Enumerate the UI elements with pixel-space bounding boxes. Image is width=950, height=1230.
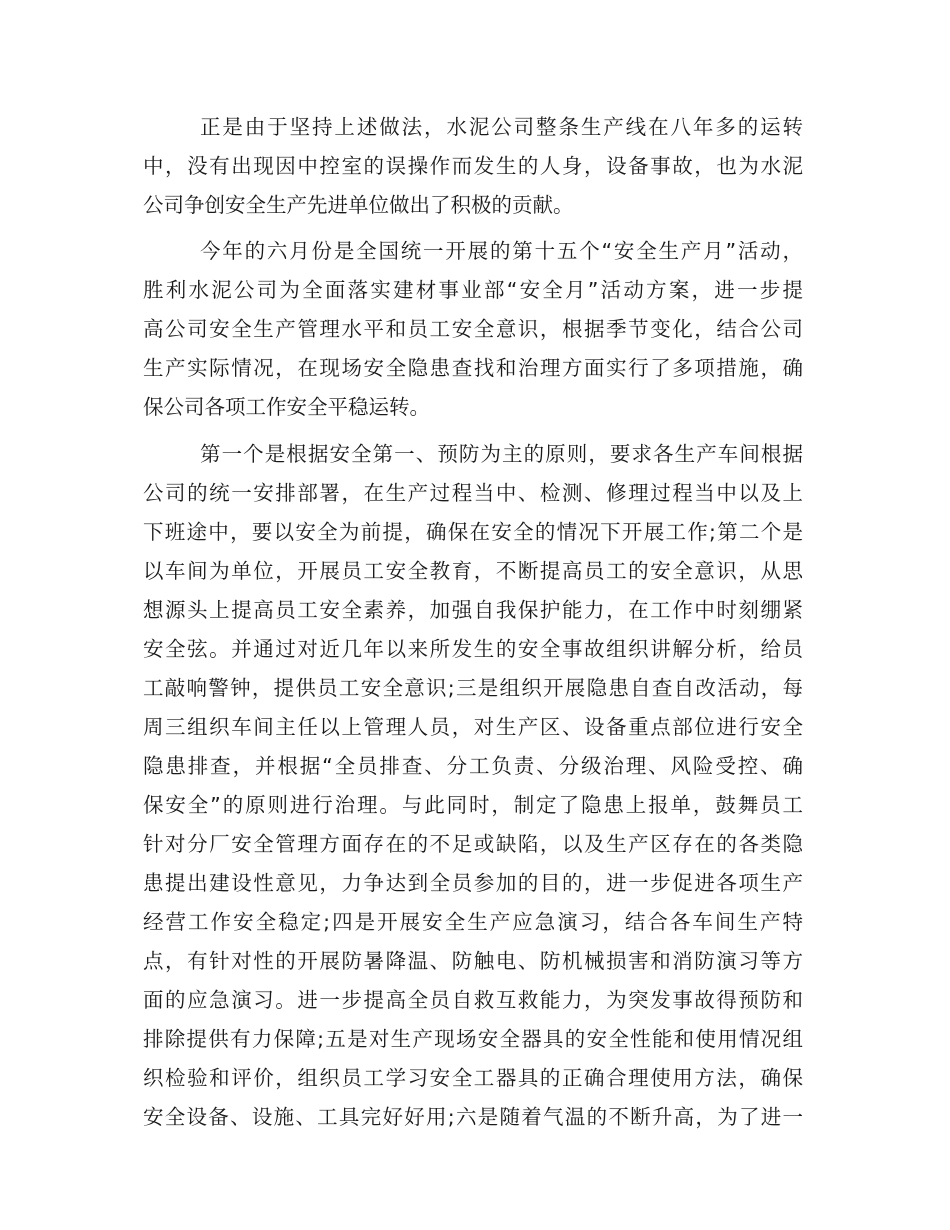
paragraph-line: 织检验和评价，组织员工学习安全工器具的正确合理使用方法，确保: [143, 1066, 803, 1090]
paragraph-line: 面的应急演习。进一步提高全员自救互救能力，为突发事故得预防和: [143, 988, 803, 1012]
paragraph-line: 胜利水泥公司为全面落实建材事业部“安全月”活动方案，进一步提: [143, 278, 803, 302]
paragraph-line: 周三组织车间主任以上管理人员，对生产区、设备重点部位进行安全: [143, 715, 803, 739]
paragraph-line: 生产实际情况，在现场安全隐患查找和治理方面实行了多项措施，确: [143, 356, 803, 380]
paragraph-line: 点，有针对性的开展防暑降温、防触电、防机械损害和消防演习等方: [143, 949, 803, 973]
paragraph-line: 患提出建设性意见，力争达到全员参加的目的，进一步促进各项生产: [143, 871, 803, 895]
paragraph-line: 下班途中，要以安全为前提，确保在安全的情况下开展工作;第二个是: [143, 520, 803, 544]
paragraph-line: 针对分厂安全管理方面存在的不足或缺陷，以及生产区存在的各类隐: [143, 832, 803, 856]
paragraph-line: 隐患排查，并根据“全员排查、分工负责、分级治理、风险受控、确: [143, 754, 803, 778]
paragraph-line: 高公司安全生产管理水平和员工安全意识，根据季节变化，结合公司: [143, 317, 803, 341]
paragraph-line: 想源头上提高员工安全素养，加强自我保护能力，在工作中时刻绷紧: [143, 598, 803, 622]
paragraph-3: [143, 435, 803, 1137]
paragraph-line: 经营工作安全稳定;四是开展安全生产应急演习，结合各车间生产特: [143, 910, 803, 934]
paragraph-line: 第一个是根据安全第一、预防为主的原则，要求各生产车间根据: [200, 442, 803, 466]
paragraph-line: 以车间为单位，开展员工安全教育，不断提高员工的安全意识，从思: [143, 559, 803, 583]
paragraph-2: [143, 232, 803, 427]
paragraph-line: 公司的统一安排部署，在生产过程当中、检测、修理过程当中以及上: [143, 481, 803, 505]
paragraph-line: 保公司各项工作安全平稳运转。: [143, 395, 430, 419]
paragraph-line: 今年的六月份是全国统一开展的第十五个“安全生产月”活动，: [200, 239, 803, 263]
paragraph-line: 排除提供有力保障;五是对生产现场安全器具的安全性能和使用情况组: [143, 1027, 803, 1051]
paragraph-1: [143, 108, 803, 225]
paragraph-line: 保安全”的原则进行治理。与此同时，制定了隐患上报单，鼓舞员工: [143, 793, 803, 817]
paragraph-line: 正是由于坚持上述做法，水泥公司整条生产线在八年多的运转: [200, 115, 803, 139]
paragraph-line: 安全弦。并通过对近几年以来所发生的安全事故组织讲解分析，给员: [143, 637, 803, 661]
paragraph-line: 安全设备、设施、工具完好好用;六是随着气温的不断升高，为了进一: [143, 1105, 803, 1129]
paragraph-line: 工敲响警钟，提供员工安全意识;三是组织开展隐患自查自改活动，每: [143, 676, 803, 700]
paragraph-line: 公司争创安全生产先进单位做出了积极的贡献。: [143, 193, 574, 217]
paragraph-line: 中，没有出现因中控室的误操作而发生的人身，设备事故，也为水泥: [143, 154, 803, 178]
